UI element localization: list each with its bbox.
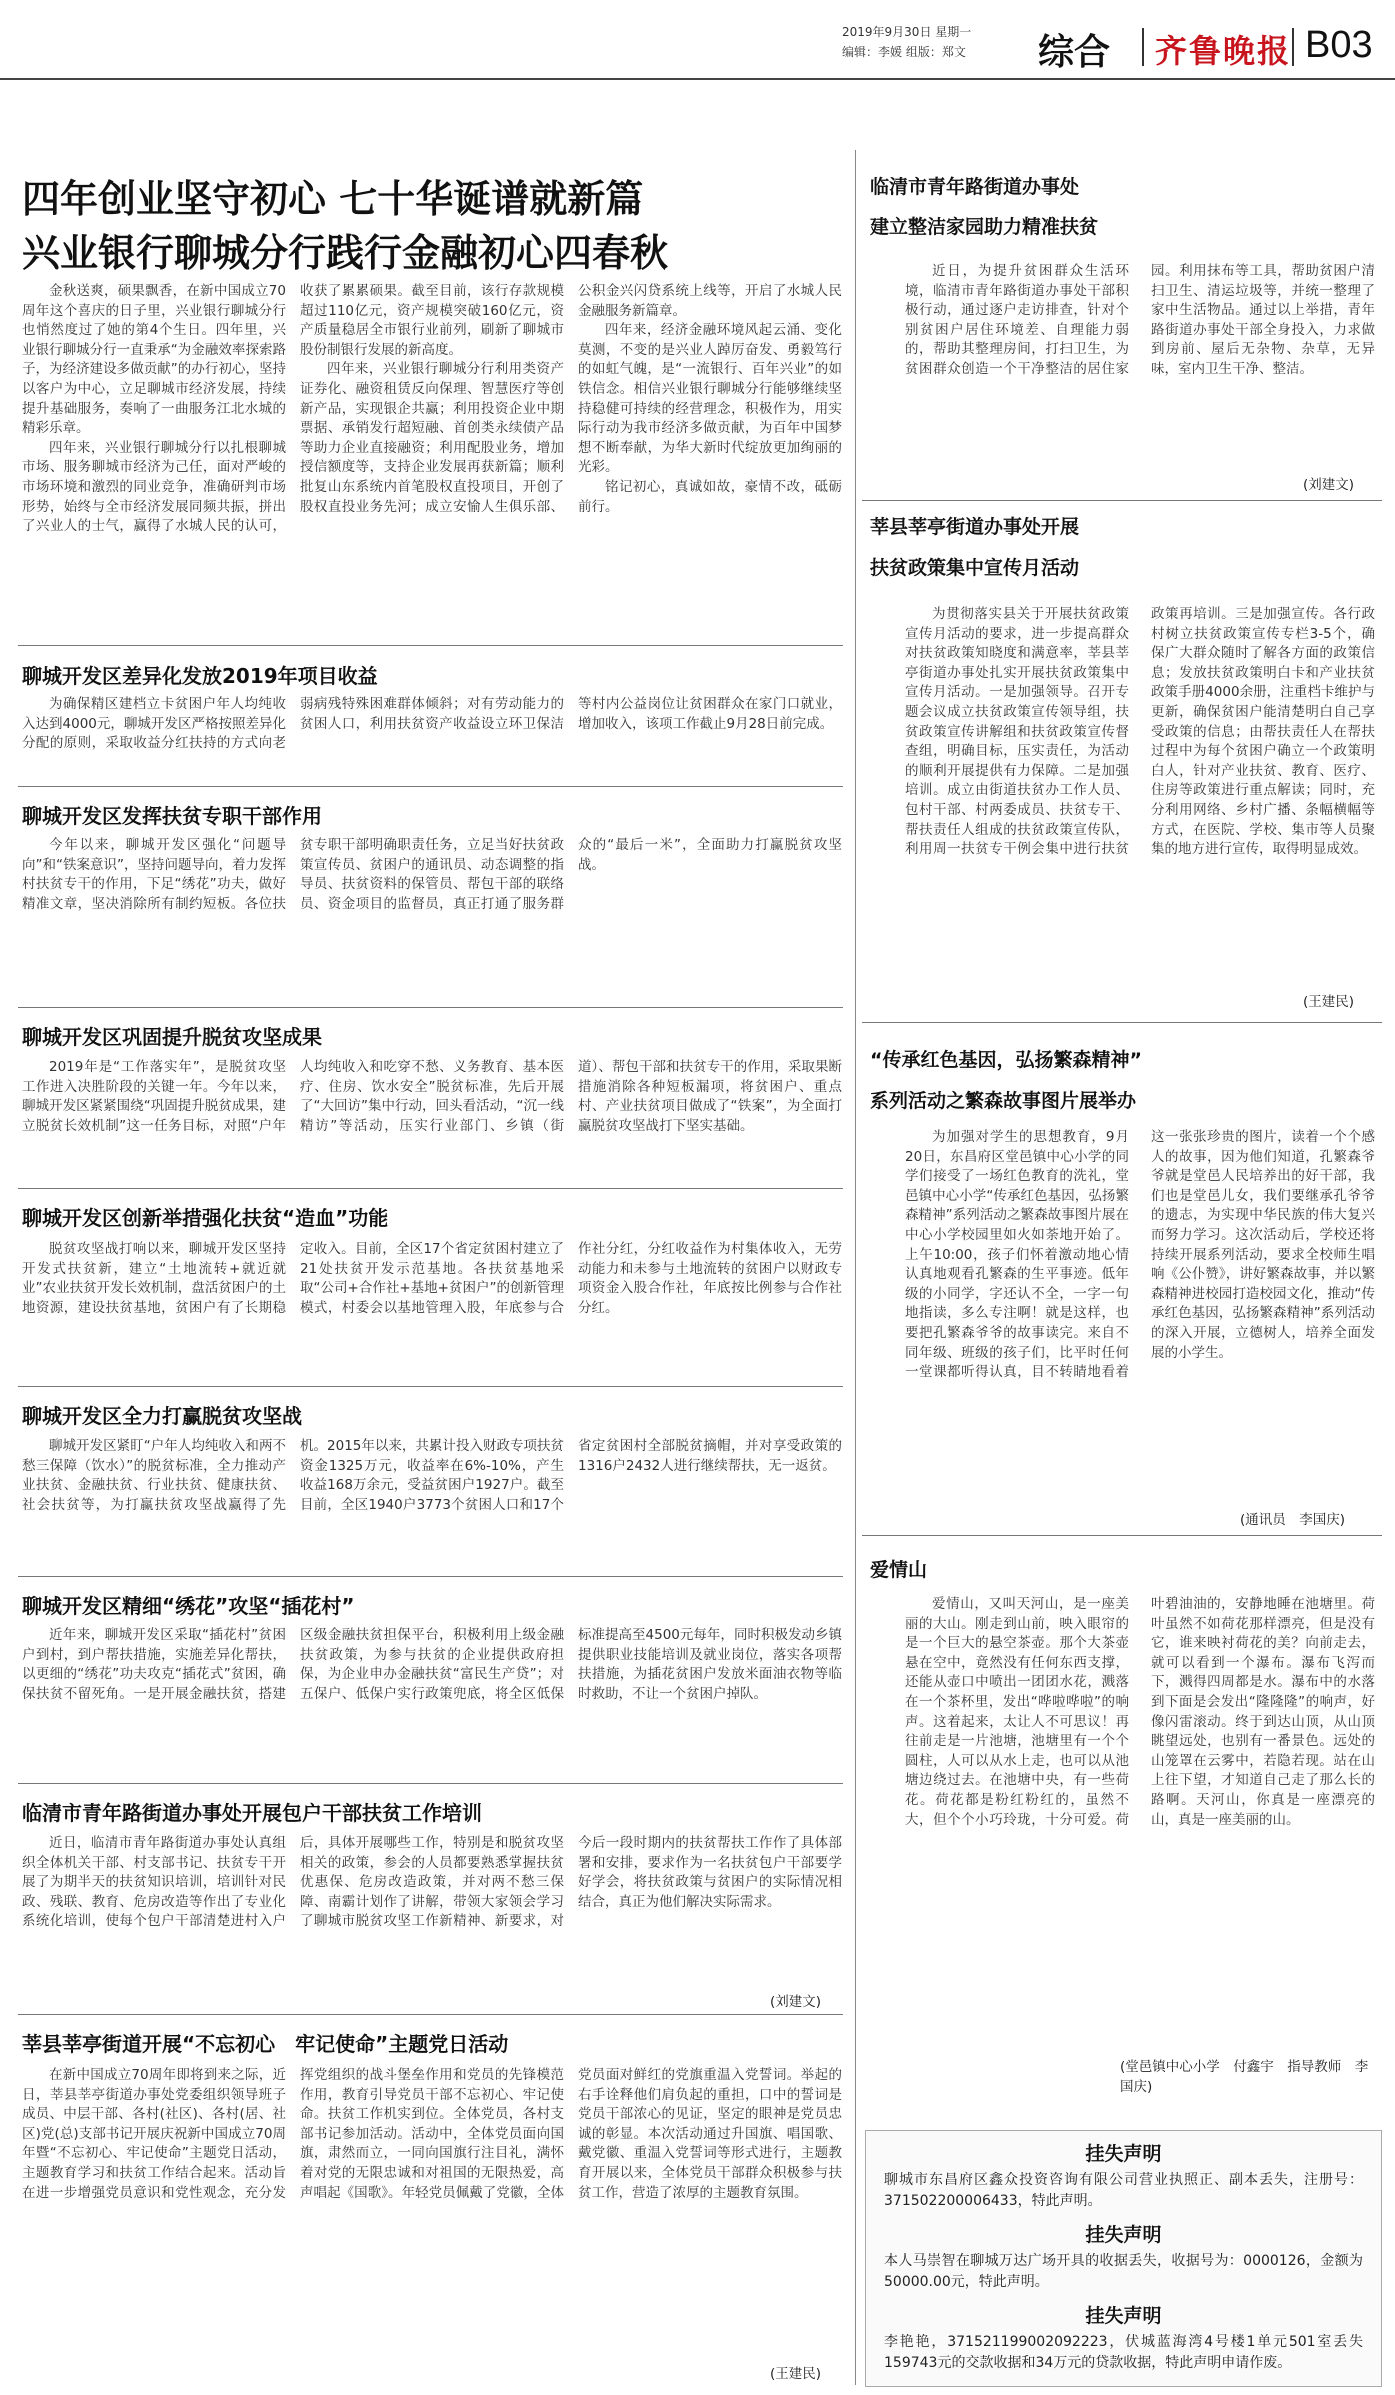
lead-body [22,282,842,632]
article-body [905,1595,1375,2035]
article-text: 为贯彻落实县关于开展扶贫政策宣传月活动的要求，进一步提高群众对扶贫政策知晓度和满意率，莘县莘亭街道办事处扎实开展扶贫政策集中宣传月活动。一是加强领导。召开专题会议成立扶贫政策宣传领导组，扶贫政策宣传讲解组和扶贫政策宣传督查组，明确目标，压实责任，为活动的顺利开展提供有力保障。二是加强培训。成立由街道扶贫办工作人员、包村干部、村两委成员、扶贫专干、帮扶责任人组成的扶贫政策宣传队，利用周一扶贫专干例会集中进行扶贫政策再培训。三是加强宣传。各行政村树立扶贫政策宣传专栏3-5个，确保广大群众随时了解各方面的政策信息；发放扶贫政策明白卡和产业扶贫政策手册4000余册，注重档卡维护与更新，确保贫困户能清楚明白自己享受政策的信息；由帮扶责任人在帮扶过程中为每个贫困户确立一个政策明白人，针对产业扶贫、教育、医疗、住房等政策进行重点解读；同时，充分利用网络、乡村广播、条幅横幅等方式，在医院、学校、集市等人员聚集的地方进行宣传，取得明显成效。 [905,606,1375,858]
article-title: 聊城开发区创新举措强化扶贫“造血”功能 [22,1206,389,1230]
lead-paragraph: 金秋送爽，硕果飘香，在新中国成立70周年这个喜庆的日子里，兴业银行聊城分行也悄然度过了她的第4个生日。四年里，兴业银行聊城分行一直秉承“为金融效率探索路子，为经济建设多做贡献”的办行初心，坚持以客户为中心，立足聊城市经济发展，持续提升基础服务，奏响了一曲服务江北水城的精彩乐章。 [22,283,286,437]
article-title: 聊城开发区精细“绣花”攻坚“插花村” [22,1594,355,1618]
divider [18,645,843,646]
article-body [22,1834,842,1986]
article-title: 聊城开发区全力打赢脱贫攻坚战 [22,1404,302,1428]
article-body [905,605,1375,1000]
article-text: 为确保精区建档立卡贫困户年人均纯收入达到4000元，聊城开发区严格按照差异化分配的原则，采取收益分红扶持的方式向老弱病残特殊困难群体倾斜；对有劳动能力的贫困人口，利用扶贫资产收益设立环卫保洁等村内公益岗位让贫困群众在家门口就业，增加收入，该项工作截止9月28日前完成。 [22,696,842,752]
article-byline: (通讯员 李国庆) [1240,1512,1346,1528]
article-body [22,1437,842,1567]
article-text: 近年来，聊城开发区采取“插花村”贫困户到村，到户帮扶措施，实施差异化帮扶，以更细的“绣花”功夫攻克“插花式”贫困，确保扶贫不留死角。一是开展金融扶贫，搭建区级金融扶贫担保平台，积极利用上级金融扶贫政策，为参与扶贫的企业提供政府担保，为企业申办金融扶贫“富民生产贷”；对五保户、低保户实行政策兜底，将全区低保标准提高至4500元每年，同时积极发动乡镇提供职业技能培训及就业岗位，落实各项帮扶措施，为插花贫困户发放米面油衣物等临时救助，不让一个贫困户掉队。 [22,1627,842,1702]
notice-title: 挂失声明 [1085,2224,1162,2246]
divider [18,1007,843,1008]
masthead-divider [1292,28,1294,66]
notice-text: 聊城市东昌府区鑫众投资咨询有限公司营业执照正、副本丢失，注册号：371502200006433，特此声明。 [884,2172,1363,2209]
page-number: B03 [1305,24,1373,66]
divider [18,786,843,787]
notice-text: 李艳艳，371521199002092223，伏城蓝海湾4号楼1单元501室丢失159743元的交款收据和34万元的贷款收据，特此声明申请作废。 [884,2334,1363,2371]
article-byline: (刘建文) [1303,477,1355,493]
top-rule [0,78,1395,80]
article-title: 爱情山 [870,1559,928,1581]
masthead-divider [1142,28,1144,66]
article-text: 为加强对学生的思想教育，9月20日，东昌府区堂邑镇中心小学的同学们接受了一场红色教育的洗礼，堂邑镇中心小学“传承红色基因，弘扬繁森精神”系列活动之繁森故事图片展在中心小学校园里如火如荼地开始了。上午10:00，孩子们怀着激动地心情认真地观看孔繁森的生平事迹。低年级的小同学，字还认不全，一字一句地指读，多么专注啊！就是这样，也要把孔繁森爷爷的故事读完。来自不同年级、班级的孩子们，比平时任何一堂课都听得认真，目不转睛地看着这一张张珍贵的图片，读着一个个感人的故事，因为他们知道，孔繁森爷爷就是堂邑人民培养出的好干部，我们也是堂邑儿女，我们要继承孔爷爷的遗志，为实现中华民族的伟大复兴而努力学习。这次活动后，学校还将持续开展系列活动，要求全校师生唱响《公仆赞》，讲好繁森故事，并以繁森精神进校园打造校园文化，推动“传承红色基因，弘扬繁森精神”系列活动的深入开展，立德树人，培养全面发展的小学生。 [905,1129,1375,1381]
section-name: 综合 [1038,32,1111,73]
issue-date: 2019年9月30日 星期一 [842,25,972,39]
article-title: 临清市青年路街道办事处开展包户干部扶贫工作培训 [22,1801,482,1825]
article-title-line1: 临清市青年路街道办事处 [870,176,1080,198]
divider [862,500,1382,501]
article-body [22,695,842,775]
article-text: 近日，临清市青年路街道办事处认真组织全体机关干部、村支部书记、扶贫专干开展了为期半天的扶贫知识培训，培训针对民政、残联、教育、危房改造等作出了专业化系统化培训，使每个包户干部清楚进村入户后，具体开展哪些工作，特别是和脱贫攻坚相关的政策，参会的人员都要熟悉掌握扶贫优惠保、危房改造政策，并对两不愁三保障、南霸计划作了讲解，带领大家领会学习了聊城市脱贫攻坚工作新精神、新要求，对今后一段时期内的扶贫帮扶工作作了具体部署和安排，要求作为一名扶贫包户干部要学好学会，将扶贫政策与贫困户的实际情况相结合，真正为他们解决实际需求。 [22,1835,842,1930]
article-text: 2019年是“工作落实年”，是脱贫攻坚工作进入决胜阶段的关键一年。今年以来，聊城开发区紧紧围绕“巩固提升脱贫成果，建立脱贫长效机制”这一任务目标，对照“户年人均纯收入和吃穿不愁、义务教育、基本医疗、住房、饮水安全”脱贫标准，先后开展了“大回访”集中行动，回头看活动，“沉一线精访”等活动，压实行业部门、乡镇（街道）、帮包干部和扶贫专干的作用，采取果断措施消除各种短板漏项，将贫困户、重点村、产业扶贫项目做成了“铁案”，为全面打赢脱贫攻坚战打下坚实基础。 [22,1059,842,1134]
issue-info [842,22,971,62]
article-text: 在新中国成立70周年即将到来之际，近日，莘县莘亭街道办事处党委组织领导班子成员、中层干部、各村(社区)、各村(居、社区)党(总)支部书记开展庆祝新中国成立70周年暨“不忘初心、牢记使命”主题党日活动，主题教育学习和扶贫工作结合起来。活动旨在进一步增强党员意识和党性观念，充分发挥党组织的战斗堡垒作用和党员的先锋模范作用，教育引导党员干部不忘初心、牢记使命。扶贫工作机实到位。全体党员，各村支部书记参加活动。活动中，全体党员面向国旗，肃然而立，一同向国旗行注目礼，满怀着对党的无限忠诚和对祖国的无限热爱，高声唱起《国歌》。年轻党员佩戴了党徽，全体党员面对鲜红的党旗重温入党誓词。举起的右手诠释他们肩负起的重担，口中的誓词是党员干部浓心的见证，坚定的眼神是党员忠诚的彰显。本次活动通过升国旗、唱国歌、戴党徽、重温入党誓词等形式进行，主题教育开展以来，全体党员干部群众积极参与扶贫工作，营造了浓厚的主题教育氛围。 [22,2067,842,2201]
divider [862,1535,1382,1536]
article-title-line2: 系列活动之繁森故事图片展举办 [870,1090,1137,1112]
issue-editor: 编辑：李媛 组版：郑文 [842,45,966,59]
article-text: 近日，为提升贫困群众生活环境，临清市青年路街道办事处干部积极行动，通过逐户走访排查，针对个别贫困户居住环境差、自理能力弱的，帮助其整理房间，打扫卫生，为贫困群众创造一个干净整洁的居住家园。利用抹布等工具，帮助贫困户清扫卫生、清运垃圾等，并统一整理了家中生活物品。通过以上举措，青年路街道办事处干部全身投入，力求做到房前、屋后无杂物、杂草，无异味，室内卫生干净、整洁。 [905,263,1375,377]
divider [18,1576,843,1577]
article-body [22,2066,842,2358]
article-body [22,1626,842,1771]
article-title-line1: 莘县莘亭街道办事处开展 [870,516,1080,538]
article-title-line1: “传承红色基因，弘扬繁森精神” [870,1049,1142,1071]
lost-notices [865,2130,1382,2387]
article-title: 聊城开发区发挥扶贫专职干部作用 [22,804,322,828]
divider [18,1783,843,1784]
article-byline: (堂邑镇中心小学 付鑫宇 指导教师 李国庆) [1120,2059,1369,2095]
column-divider [855,150,856,2385]
article-body [22,836,842,996]
notice-title: 挂失声明 [1085,2305,1162,2327]
lead-paragraph: 四年来，经济金融环境风起云涌、变化莫测，不变的是兴业人踔厉奋发、勇毅笃行的如虹气魄，是“一流银行、百年兴业”的如铁信念。相信兴业银行聊城分行能够继续坚持稳健可持续的经营理念，积极作为，用实际行动为我市经济多做贡献，为百年中国梦想不断奉献，为华大新时代绽放更加绚丽的光彩。 [578,322,842,476]
article-body [905,262,1375,472]
article-title: 聊城开发区巩固提升脱贫攻坚成果 [22,1025,322,1049]
article-body [22,1058,842,1178]
divider [18,1386,843,1387]
article-text: 脱贫攻坚战打响以来，聊城开发区坚持开发式扶贫新，建立“土地流转+就近就业”农业扶贫开发长效机制，盘活贫困户的土地资源，建设扶贫基地，贫困户有了长期稳定收入。目前，全区17个省定贫困村建立了21处扶贫开发示范基地。各扶贫基地采取“公司+合作社+基地+贫困户”的创新管理模式，村委会以基地管理入股，年底参与合作社分红，分红收益作为村集体收入，无劳动能力和未参与土地流转的贫困户以财政专项资金入股合作社，年底按比例参与合作社分红。 [22,1241,842,1316]
article-text: 今年以来，聊城开发区强化“问题导向”和“铁案意识”，坚持问题导向，着力发挥村扶贫专干的作用，下足“绣花”功夫，做好精准文章，坚决消除所有制约短板。各位扶贫专职干部明确职责任务，立足当好扶贫政策宣传员、贫困户的通讯员、动态调整的指导员、扶贫资料的保管员、帮包干部的联络员、资金项目的监督员，真正打通了服务群众的“最后一米”，全面助力打赢脱贫攻坚战。 [22,837,842,912]
lead-paragraph: 铭记初心，真诚如故，豪情不改，砥砺前行。 [578,478,842,515]
article-byline: (刘建文) [770,1994,822,2010]
article-text: 聊城开发区紧盯“户年人均纯收入和两不愁三保障（饮水）”的脱贫标准，全力推动产业扶贫、金融扶贫、行业扶贫、健康扶贫、社会扶贫等，为打赢扶贫攻坚战赢得了先机。2015年以来，共累计投入财政专项扶贫资金1325万元，收益率在6%-10%，产生收益168万余元，受益贫困户1927户。截至目前，全区1940户3773个贫困人口和17个省定贫困村全部脱贫摘帽，并对享受政策的1316户2432人进行继续帮扶，无一返贫。 [22,1438,842,1513]
divider [18,1188,843,1189]
lead-title-line1: 四年创业坚守初心 七十华诞谱就新篇 [22,177,644,221]
article-text: 爱情山，又叫天河山，是一座美丽的大山。刚走到山前，映入眼帘的是一个巨大的悬空茶壶。那个大茶壶悬在空中，竟然没有任何东西支撑，还能从壶口中喷出一团团水花，溅落在一个茶杯里，发出“哗啦哗啦”的响声。这着起来，太让人不可思议！再往前走是一片池塘，池塘里有一个个圆柱，人可以从水上走，也可以从池塘边绕过去。在池塘中央，有一些荷花。荷花都是粉红粉红的，虽然不大，但个个小巧玲珑，十分可爱。荷叶碧油油的，安静地睡在池塘里。荷叶虽然不如荷花那样漂亮，但是没有它，谁来映衬荷花的美？向前走去，就可以看到一个瀑布。瀑布飞泻而下，溅得四周都是水。瀑布中的水落到下面是会发出“隆隆隆”的响声，好像闪雷滚动。终于到达山顶，从山顶眺望远处，也别有一番景色。远处的山笼罩在云雾中，若隐若现。站在山上往下望，才知道自己走了那么长的路啊。天河山，你真是一座漂亮的山，真是一座美丽的山。 [905,1596,1375,1828]
article-byline: (王建民) [1303,994,1355,1010]
article-title-line2: 建立整洁家园助力精准扶贫 [870,216,1099,238]
lead-paragraph: 四年来，兴业银行聊城分行以扎根聊城市场、服务聊城市经济为己任，面对严峻的市场环境和激烈的同业竞争，准确研判市场形势，始终与全市经济发展同频共振，拼出了兴业人的士气，赢得了水城人民的认可，收获了累累硕果。截至目前，该行存款规模超过110亿元，资产规模突破160亿元，资产质量稳居全市银行业前列，刷新了聊城市股份制银行发展的新高度。 [22,283,564,535]
article-title: 莘县莘亭街道开展“不忘初心 牢记使命”主题党日活动 [22,2032,509,2056]
article-title: 聊城开发区差异化发放2019年项目收益 [22,664,378,688]
lead-title-line2: 兴业银行聊城分行践行金融初心四春秋 [22,231,669,275]
notice-text: 本人马崇智在聊城万达广场开具的收据丢失，收据号为：0000126，金额为50000.00元，特此声明。 [884,2253,1363,2290]
article-byline: (王建民) [770,2366,822,2382]
lead-paragraph: 四年来，兴业银行聊城分行利用类资产证券化、融资租赁反向保理、智慧医疗等创新产品，实现银企共赢；利用投资企业中期票据、承销发行超短融、首创类永续债产品等助力企业直接融资；利用配股业务，增加授信额度等，支持企业发展再获新篇；顺利批复山东系统内首笔股权直投项目，开创了股权直投业务先河；成立安愉人生俱乐部、公积金兴闪贷系统上线等，开启了水城人民金融服务新篇章。 [300,283,842,515]
newspaper-logo: 齐鲁晚报 [1155,32,1292,70]
divider [862,1022,1382,1023]
notice-title: 挂失声明 [1085,2143,1162,2165]
divider [18,2014,843,2015]
masthead [0,0,1395,75]
article-title-line2: 扶贫政策集中宣传月活动 [870,557,1080,579]
article-body [905,1128,1375,1503]
article-body [22,1240,842,1375]
